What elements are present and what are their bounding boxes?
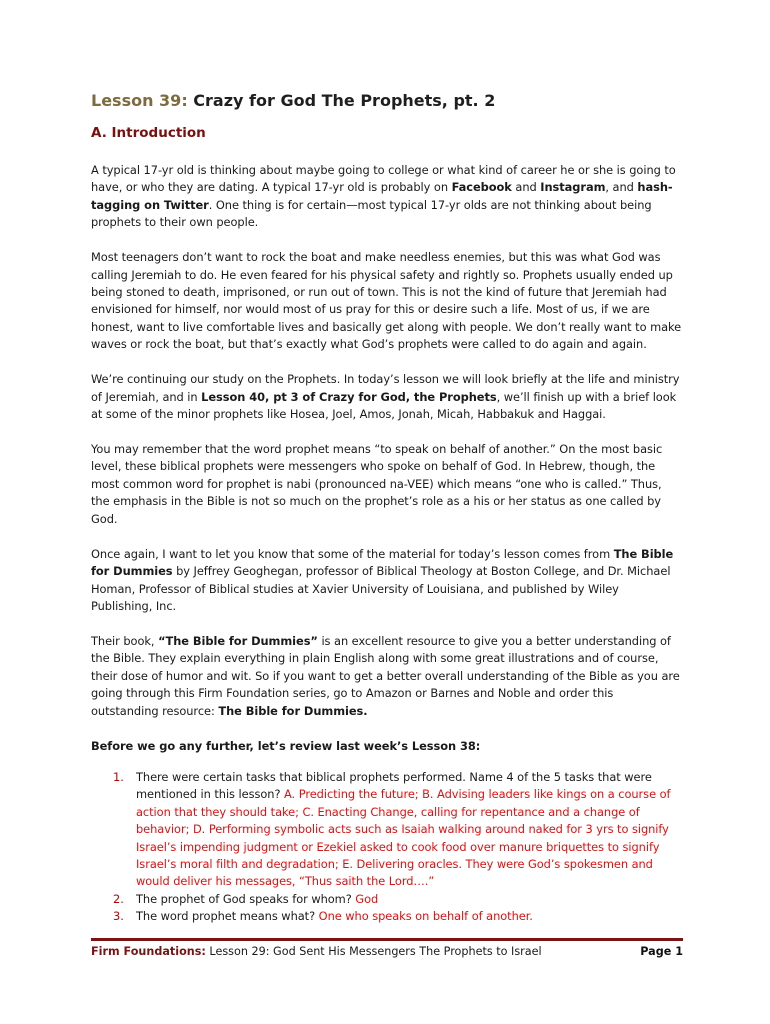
paragraph-3-text-b: , we’ll finish up with a brief look at some of the minor prophets like Hosea, Joel, Amos, Jonah, Micah, Habbakuk and Haggai. [91, 389, 677, 422]
paragraph-5 [91, 546, 683, 616]
review-heading: Before we go any further, let’s review last week’s Lesson 38: [91, 738, 481, 753]
footer-series: Firm Foundations: [91, 945, 206, 958]
review-item [91, 908, 683, 925]
paragraph-1 [91, 162, 683, 232]
paragraph-5-text-b: by Jeffrey Geoghegan, professor of Biblical Theology at Boston College, and Dr. Michael Homan, Professor of Biblical studies at Xavier University of Louisiana, and published by Wiley Publishing, Inc. [91, 564, 671, 613]
paragraph-4: You may remember that the word prophet means “to speak on behalf of another.” On the most basic level, these biblical prophets were messengers who spoke on behalf of God. In Hebrew, though, the most common word for prophet is nabi (pronounced na-VEE) which means “one who is called.” Thus, the emphasis in the Bible is not so much on the prophet’s role as a his or her status as one called by God. [91, 442, 663, 526]
footer-lesson-text: Lesson 29: God Sent His Messengers The Prophets to Israel [205, 945, 542, 958]
review-item-number: 3. [113, 909, 124, 924]
paragraph-2: Most teenagers don’t want to rock the boat and make needless enemies, but this was what God was calling Jeremiah to do. He even feared for his physical safety and rightly so. Prophets usually ended up being stoned to death, imprisoned, or run out of town. This is not the kind of future that Jeremiah had envisioned for himself, nor would most of us pray for this or desire such a life. Most of us, if we are honest, want to live comfortable lives and basically get along with people. We don’t really want to make waves or rock the boat, but that’s exactly what God’s prophets were called to do again and again. [91, 250, 682, 352]
paragraph-6-text-b: is an excellent resource to give you a better understanding of the Bible. They explain everything in plain English along with some great illustrations and of course, their dose of humor and wit. So if you want to get a better overall understanding of the Bible as you are going through this Firm Foundation series, go to Amazon or Barnes and Noble and order this outstanding resource: [91, 633, 680, 718]
review-item-number: 1. [113, 769, 124, 784]
paragraph-1-and-2: , and [605, 180, 638, 195]
review-answer: God [355, 891, 379, 906]
instagram-term: Instagram [540, 180, 606, 195]
section-heading: A. Introduction [91, 125, 206, 141]
paragraph-6 [91, 633, 683, 720]
review-question: The word prophet means what? [136, 909, 319, 924]
document-body [91, 162, 683, 926]
review-list [91, 769, 683, 926]
lesson-name: Crazy for God The Prophets, pt. 2 [193, 91, 496, 110]
review-item [91, 891, 683, 908]
paragraph-6-text-a: Their book, [91, 633, 159, 648]
paragraph-3-text-a: We’re continuing our study on the Prophets. In today’s lesson we will look briefly at the life and ministry of Jeremiah, and in [91, 372, 680, 404]
paragraph-5-text-a: Once again, I want to let you know that some of the material for today’s lesson comes from [91, 546, 614, 561]
page-title [91, 91, 495, 110]
facebook-term: Facebook [451, 180, 512, 195]
book-title: The Bible for Dummies [91, 546, 674, 579]
review-item-number: 2. [113, 891, 124, 906]
page-footer [91, 945, 683, 958]
paragraph-1-and: and [511, 180, 541, 195]
review-answer: One who speaks on behalf of another. [318, 909, 533, 924]
paragraph-1-text-b: . One thing is for certain—most typical 17-yr olds are not thinking about being prophets to their own people. [91, 197, 652, 230]
paragraph-1-text-a: A typical 17-yr old is thinking about maybe going to college or what kind of career he or she is going to have, or who they are dating. A typical 17-yr old is probably on [91, 163, 676, 195]
lesson-40-reference: Lesson 40, pt 3 of Crazy for God, the Prophets [201, 389, 497, 404]
hashtag-term: hash-tagging on Twitter [91, 180, 673, 212]
review-question: The prophet of God speaks for whom? [136, 891, 356, 906]
book-title-resource: The Bible for Dummies. [218, 703, 368, 718]
review-item [91, 769, 683, 891]
review-question: There were certain tasks that biblical prophets performed. Name 4 of the 5 tasks that were mentioned in this lesson? [136, 769, 652, 802]
footer-divider [91, 938, 683, 941]
lesson-number: Lesson 39: [91, 91, 188, 110]
page-number: Page 1 [640, 945, 683, 958]
paragraph-3 [91, 371, 683, 423]
book-title-quoted: “The Bible for Dummies” [158, 633, 318, 648]
review-answer: A. Predicting the future; B. Advising leaders like kings on a course of action that they should take; C. Enacting Change, calling for repentance and a change of behavior; D. Performing symbolic acts such as Isaiah walking around naked for 3 yrs to signify Israel’s impending judgment or Ezekiel asked to cook food over manure briquettes to signify Israel’s moral filth and degradation; E. Delivering oracles. They were God’s spokesmen and would deliver his messages, “Thus saith the Lord….” [136, 787, 671, 889]
